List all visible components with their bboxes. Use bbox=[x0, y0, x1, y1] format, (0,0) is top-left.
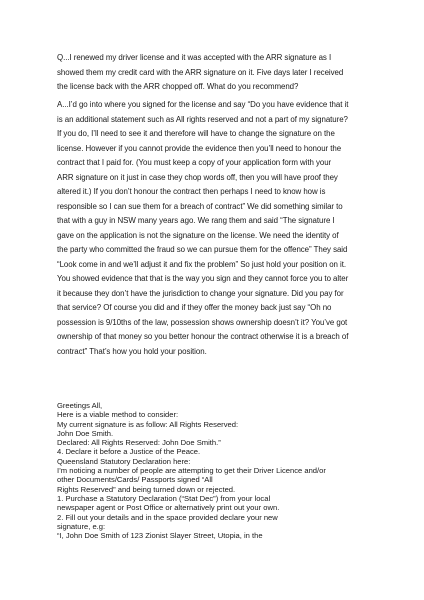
answer-line: it because they don’t have the jurisdiction to change your signature. Did you pay for bbox=[57, 288, 344, 298]
greeting-line: My current signature is as follow: All Rights Reserved: bbox=[57, 419, 239, 429]
greeting-line: signature, e.g: bbox=[57, 521, 106, 531]
answer-line: altered it.) If you don’t honour the contract then perhaps I need to know how is bbox=[57, 187, 326, 196]
answer-paragraph bbox=[57, 98, 375, 359]
greeting-line: other Documents/Cards/ Passports signed “All bbox=[57, 475, 213, 485]
greeting-line: 1. Purchase a Statutory Declaration (“Stat Dec”) from your local bbox=[57, 493, 271, 503]
greeting-line: 2. Fill out your details and in the space provided declare your new bbox=[57, 512, 278, 522]
answer-line: “Look come in and we’ll adjust it and fix the problem” So just hold your position on it. bbox=[57, 259, 347, 269]
answer-line: possession is 9/10ths of the law, possession shows ownership doesn’t it? You’ve got bbox=[57, 317, 348, 327]
question-line: Q...I renewed my driver license and it was accepted with the ARR signature as I bbox=[57, 53, 332, 62]
answer-line: responsible so I can sue them for a breach of contract” We did something similar to bbox=[57, 201, 343, 211]
question-paragraph bbox=[57, 51, 375, 95]
question-line: the license back with the ARR chopped off. What do you recommend? bbox=[57, 82, 299, 91]
answer-line: contract” That’s how you hold your position. bbox=[57, 346, 207, 356]
greeting-section bbox=[57, 401, 375, 540]
greeting-line: John Doe Smith. bbox=[57, 428, 114, 438]
greeting-line: Declared: All Rights Reserved: John Doe Smith.” bbox=[57, 438, 221, 448]
answer-line: ownership of that money so you better honour the contract otherwise it is a breach of bbox=[57, 332, 349, 341]
answer-line: that with a guy in NSW many years ago. We rang them and said “The signature I bbox=[57, 216, 335, 225]
greeting-line: I’m noticing a number of people are attempting to get their Driver Licence and/or bbox=[57, 466, 326, 476]
greeting-line: Queensland Statutory Declaration here: bbox=[57, 456, 191, 466]
greeting-line: Greetings All, bbox=[57, 401, 103, 410]
answer-line: contract that I paid for. (You must keep a copy of your application form with your bbox=[57, 158, 332, 167]
answer-line: A...I’d go into where you signed for the license and say “Do you have evidence that it bbox=[57, 100, 349, 109]
answer-line: ARR signature on it just in case they chop words off, then you will have proof they bbox=[57, 172, 338, 182]
answer-line: gave on the application is not the signature on the license. We need the identity of bbox=[57, 230, 339, 240]
greeting-line: Rights Reserved” and being turned down or rejected. bbox=[57, 484, 236, 494]
answer-line: If you do, I’ll need to see it and therefore will have to change the signature on the bbox=[57, 129, 335, 138]
answer-line: the party who committed the fraud so we can pursue them for the offence” They said bbox=[57, 245, 348, 254]
greeting-line: newspaper agent or Post Office or alternatively print out your own. bbox=[57, 503, 280, 513]
answer-line: that service? Of course you did and if they offer the money back just say “Oh no bbox=[57, 303, 332, 312]
greeting-line: Here is a viable method to consider: bbox=[57, 410, 179, 420]
answer-line: is an additional statement such as All rights reserved and not a part of my signature? bbox=[57, 114, 348, 124]
answer-line: license. However if you cannot provide the evidence then you’ll need to honour the bbox=[57, 143, 342, 153]
greeting-line: “I, John Doe Smith of 123 Zionist Slayer Street, Utopia, in the bbox=[57, 531, 263, 541]
greeting-line: 4. Declare it before a Justice of the Peace. bbox=[57, 447, 201, 457]
question-line: showed them my credit card with the ARR signature on it. Five days later I received bbox=[57, 67, 344, 77]
answer-line: You showed evidence that that is the way you sign and they cannot force you to alter bbox=[57, 274, 349, 283]
